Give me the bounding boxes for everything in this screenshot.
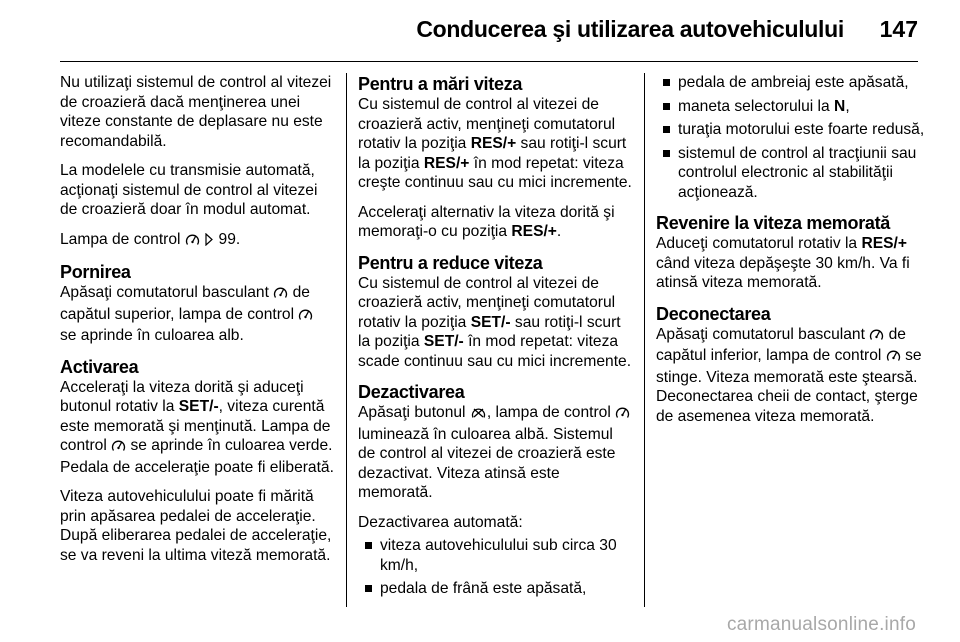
watermark: carmanualsonline.info	[726, 614, 916, 635]
section-heading-revenire: Revenire la viteza memorată	[656, 213, 891, 233]
section-heading-reduce: Pentru a reduce viteza	[358, 252, 543, 273]
section-heading-deconectarea: Deconectarea	[656, 303, 771, 324]
paragraph: La modelele cu transmisie automată, acţionaţi sistemul de control al vitezei de croazieră doar în modul automat.	[60, 162, 318, 218]
paragraph: Viteza autovehiculului poate fi mărită prin apăsarea pedalei de acceleraţie. După eliberarea pedalei de acceleraţie, se va reveni la ultima viteză memorată.	[60, 488, 332, 564]
column-3	[656, 73, 930, 436]
paragraph: Apăsaţi comutatorul basculant de capătul inferior, lampa de control se stinge. Viteza memorată este ştearsă. Deconectarea cheii de contact, şterge de asemenea viteza memorată.	[656, 325, 922, 425]
list-item: viteza autovehiculului sub circa 30 km/h,	[358, 536, 632, 575]
paragraph: Acceleraţi alternativ la viteza dorită şi memoraţi-o cu poziţia RES/+.	[358, 203, 615, 240]
cruise-control-icon	[298, 307, 313, 327]
section-heading-dezactivarea: Dezactivarea	[358, 382, 465, 402]
column-2	[358, 73, 632, 607]
cruise-control-icon	[185, 232, 200, 252]
bullet-list	[656, 73, 930, 202]
cruise-control-icon	[869, 327, 884, 347]
paragraph: Acceleraţi la viteza dorită şi aduceţi butonul rotativ la SET/-, viteza curentă este memorată şi menţinută. Lampa de control se aprinde în culoarea verde. Pedala de acceleraţie poate fi eliberată.	[60, 378, 334, 476]
cruise-control-icon	[886, 348, 901, 368]
page-reference-icon	[204, 232, 214, 252]
list-item: maneta selectorului la N,	[656, 97, 930, 117]
paragraph: Cu sistemul de control al vitezei de croazieră activ, menţineţi comutatorul rotativ la poziţia RES/+ sau rotiţi-l scurt la poziţia RES/+ în mod repetat: viteza creşte continuu sau cu mici incremente.	[358, 96, 632, 191]
section-heading-pornirea: Pornirea	[60, 262, 131, 282]
cruise-control-icon	[273, 285, 288, 305]
cruise-cancel-icon	[470, 405, 487, 425]
paragraph: Apăsaţi comutatorul basculant de capătul superior, lampa de control se aprinde în culoarea alb.	[60, 283, 334, 346]
list-item: pedala de ambreiaj este apăsată,	[656, 73, 930, 93]
page-number: 147	[879, 16, 918, 42]
list-item: turaţia motorului este foarte redusă,	[656, 120, 930, 140]
column-divider	[346, 73, 347, 607]
paragraph: Dezactivarea automată:	[358, 513, 523, 531]
cruise-control-icon	[111, 438, 126, 458]
paragraph: Nu utilizaţi sistemul de control al vitezei de croazieră dacă menţinerea unei viteze constante de deplasare nu este recomandabilă.	[60, 74, 332, 150]
page-title: Conducerea şi utilizarea autovehiculului	[416, 16, 844, 42]
header-rule	[60, 61, 918, 62]
paragraph: Lampa de control 99.	[60, 230, 334, 252]
column-divider	[644, 73, 645, 607]
section-heading-activarea: Activarea	[60, 356, 139, 377]
list-item: pedala de frână este apăsată,	[358, 579, 632, 599]
page-header	[0, 0, 960, 62]
column-1	[60, 73, 334, 575]
list-item: sistemul de control al tracţiunii sau controlul electronic al stabilităţii acţionează.	[656, 144, 930, 203]
paragraph: Apăsaţi butonul , lampa de control luminează în culoarea albă. Sistemul de control al vitezei de croazieră este dezactivat. Viteza atinsă este memorată.	[358, 403, 632, 503]
section-heading-marire: Pentru a mări viteza	[358, 74, 523, 94]
paragraph: Cu sistemul de control al vitezei de croazieră activ, menţineţi comutatorul rotativ la poziţia SET/- sau rotiţi-l scurt la poziţia SET/- în mod repetat: viteza scade continuu sau cu mici incremente.	[358, 274, 632, 370]
cruise-control-icon	[615, 405, 630, 425]
paragraph: Aduceţi comutatorul rotativ la RES/+ când viteza depăşeşte 30 km/h. Va fi atinsă viteza memorată.	[656, 235, 910, 291]
bullet-list	[358, 536, 632, 599]
